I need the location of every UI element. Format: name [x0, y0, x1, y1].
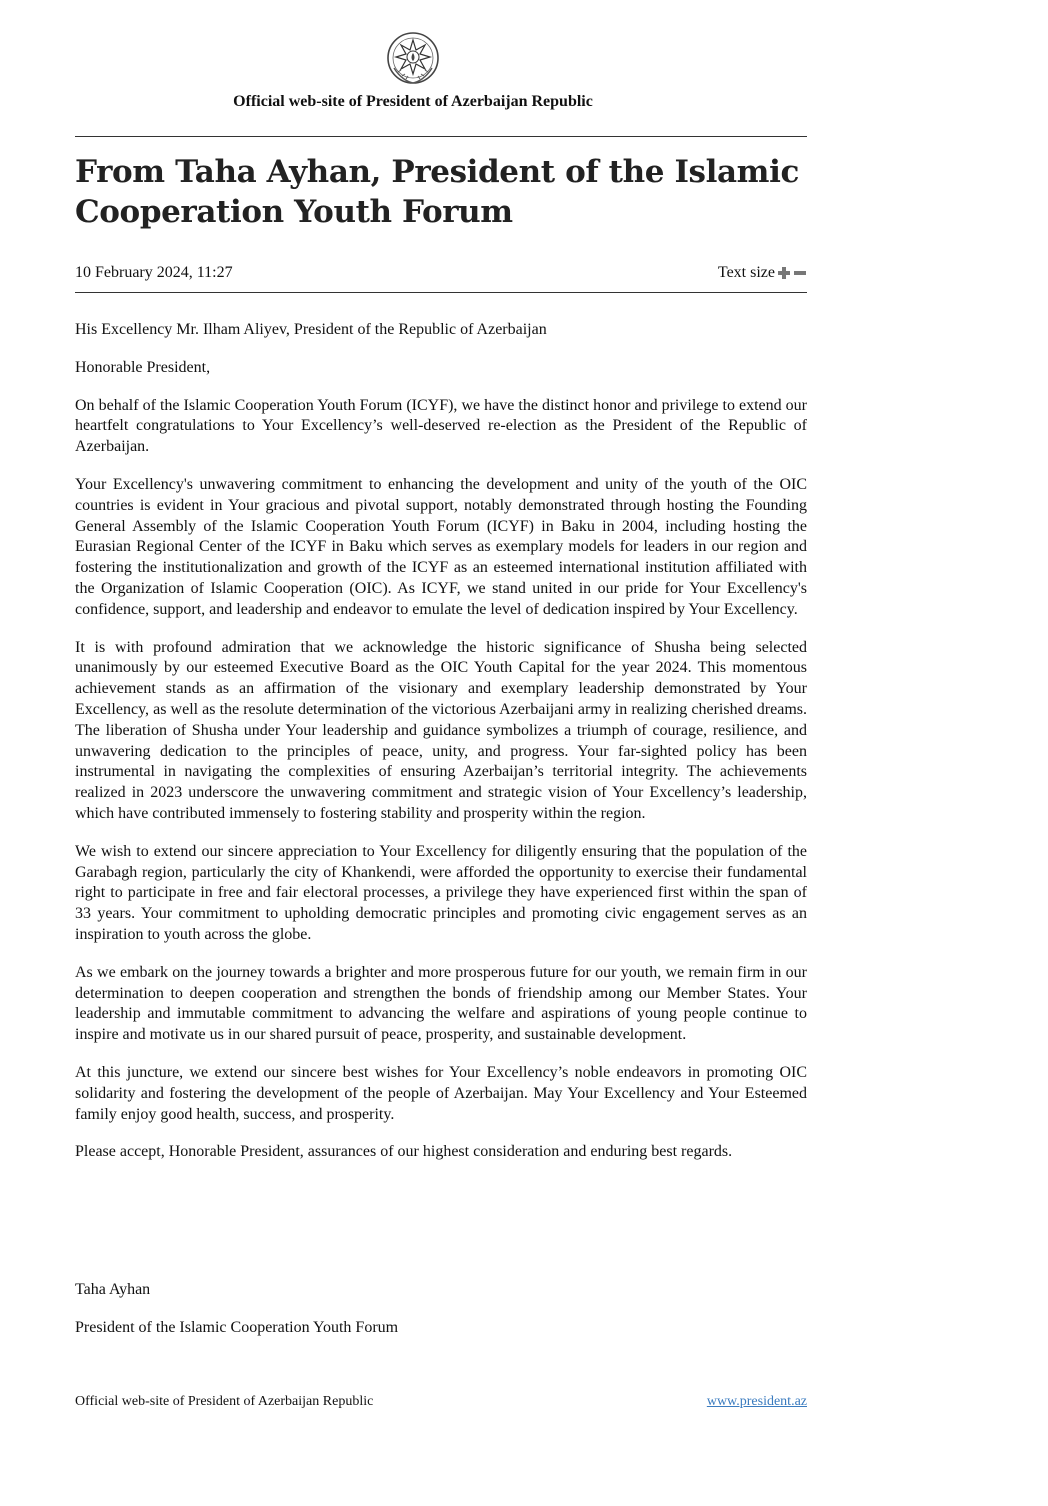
- text-size-label: Text size: [717, 264, 775, 281]
- signature-name: Taha Ayhan: [75, 1281, 151, 1298]
- site-title: Official web-site of President of Azerbaijan Republic: [233, 93, 593, 110]
- header-divider: [75, 136, 807, 137]
- article-meta: [75, 263, 807, 283]
- footer-website-link[interactable]: www.president.az: [706, 1394, 807, 1409]
- body-paragraph: Your Excellency's unwavering commitment to enhancing the development and unity of the youth of the OIC countries is evident in Your gracious and pivotal support, notably demonstrated through hosting the Founding General Assembly of the Islamic Cooperation Youth Forum (ICYF) in Baku in 2004, including hosting the Eurasian Regional Center of the ICYF in Baku which serves as exemplary models for leaders in our region and fostering the institutionalization and growth of the ICYF as an esteemed international institution affiliated with the Organization of Islamic Cooperation (OIC). As ICYF, we stand united in our pride for Your Excellency's confidence, support, and leadership and endeavor to emulate the level of dedication inspired by Your Excellency.: [75, 475, 807, 618]
- body-paragraph: At this juncture, we extend our sincere best wishes for Your Excellency’s noble endeavors in promoting OIC solidarity and fostering the development of the people of Azerbaijan. May Your Excellency and Your Esteemed family enjoy good health, success, and prosperity.: [75, 1063, 807, 1123]
- salutation: Honorable President,: [75, 358, 211, 376]
- signature-block: [75, 1280, 807, 1356]
- footer-site-title: Official web-site of President of Azerbaijan Republic: [75, 1394, 374, 1409]
- body-paragraph: It is with profound admiration that we acknowledge the historic significance of Shusha being selected unanimously by our esteemed Executive Board as the OIC Youth Capital for the year 2024. This momentous achievement stands as an affirmation of the visionary and exemplary leadership demonstrated by Your Excellency, as well as the resolute determination of the victorious Azerbaijani army in realizing cherished dreams. The liberation of Shusha under Your leadership and guidance symbolizes a triumph of courage, resilience, and unwavering dedication to the principles of peace, unity, and progress. Your far-sighted policy has been instrumental in navigating the complexities of ensuring Azerbaijan’s territorial integrity. The achievements realized in 2023 underscore the unwavering commitment and strategic vision of Your Excellency’s leadership, which have contributed immensely to fostering stability and prosperity within the region.: [75, 638, 807, 822]
- text-size-increase-icon[interactable]: [777, 266, 791, 280]
- article-title: From Taha Ayhan, President of the Islamic Cooperation Youth Forum: [75, 154, 799, 230]
- article-date: 10 February 2024, 11:27: [75, 264, 233, 281]
- body-paragraph: As we embark on the journey towards a brighter and more prosperous future for our youth, we remain firm in our determination to deepen cooperation and strengthen the bonds of friendship among our Member States. Your leadership and immutable commitment to advancing the welfare and aspirations of young people continue to inspire and motivate us in our shared pursuit of peace, prosperity, and sustainable development.: [75, 963, 807, 1044]
- article-body: [75, 320, 807, 1180]
- text-size-decrease-icon[interactable]: [793, 266, 807, 280]
- meta-divider: [75, 292, 807, 293]
- signature-title: President of the Islamic Cooperation Youth Forum: [75, 1319, 399, 1336]
- text-size-control: [718, 263, 807, 283]
- addressee: His Excellency Mr. Ilham Aliyev, President of the Republic of Azerbaijan: [75, 321, 547, 338]
- closing-paragraph: Please accept, Honorable President, assurances of our highest consideration and enduring best regards.: [75, 1143, 733, 1161]
- body-paragraph: On behalf of the Islamic Cooperation Youth Forum (ICYF), we have the distinct honor and privilege to extend our heartfelt congratulations to Your Excellency’s well-deserved re-election as the President of the Republic of Azerbaijan.: [75, 396, 807, 456]
- page-footer: [75, 1393, 807, 1411]
- body-paragraph: We wish to extend our sincere appreciation to Your Excellency for diligently ensuring that the population of the Garabagh region, particularly the city of Khankendi, were afforded the opportunity to exercise their fundamental right to participate in free and fair electoral processes, a privilege they have experienced first within the span of 33 years. Your commitment to upholding democratic principles and promoting civic engagement serves as an inspiration to youth across the globe.: [75, 842, 807, 943]
- azerbaijan-emblem-icon: [386, 28, 440, 88]
